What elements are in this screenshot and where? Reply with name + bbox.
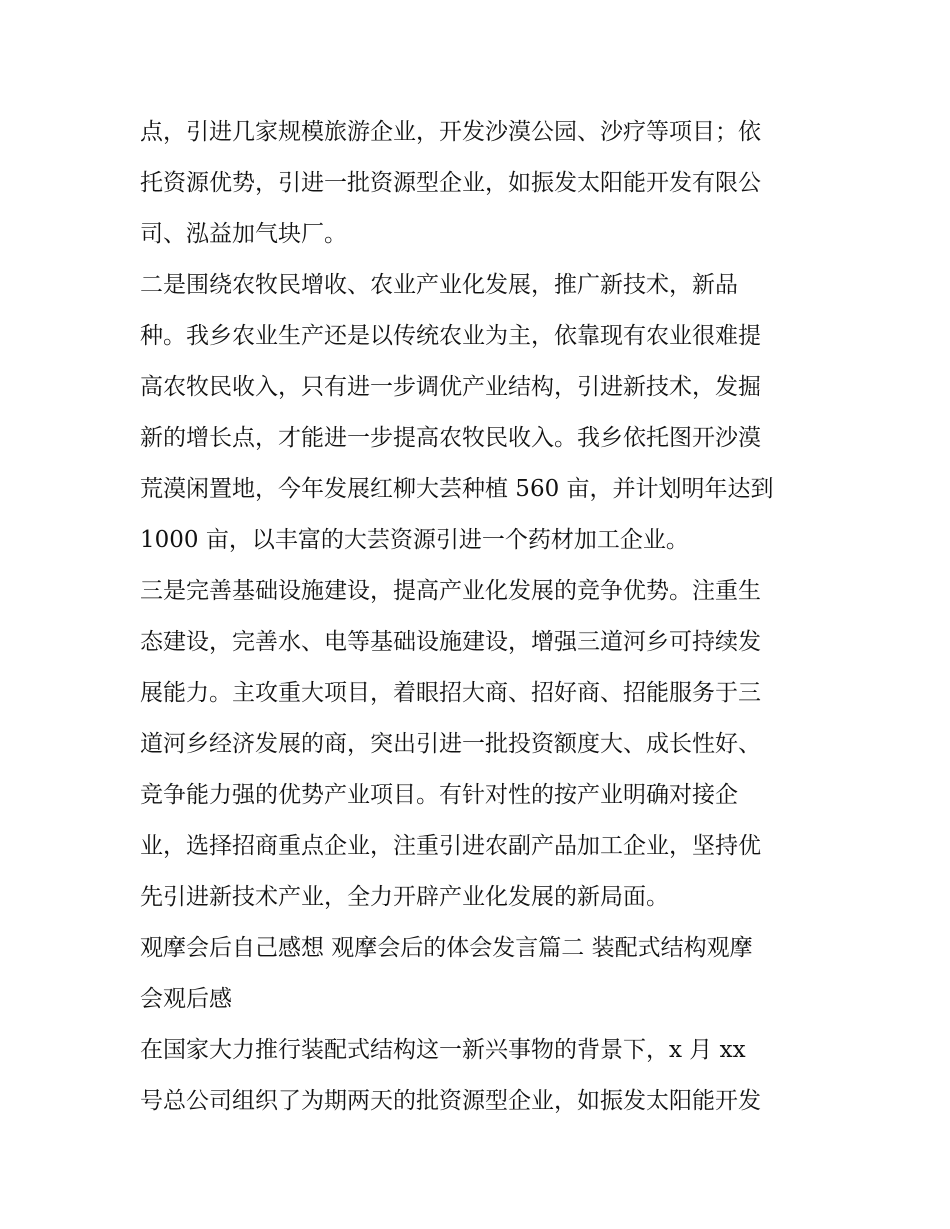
text-line: 三是完善基础设施建设，提高产业化发展的竞争优势。注重生 — [140, 578, 761, 604]
text-line: 托资源优势，引进一批资源型企业，如振发太阳能开发有限公 — [140, 170, 761, 196]
text-line: 道河乡经济发展的商，突出引进一批投资额度大、成长性好、 — [140, 731, 761, 757]
text-line: 司、泓益加气块厂。 — [140, 221, 347, 247]
section-heading-line: 会观后感 — [140, 986, 232, 1012]
text-line: 态建设，完善水、电等基础设施建设，增强三道河乡可持续发 — [140, 629, 761, 655]
text-line: 号总公司组织了为期两天的批资源型企业，如振发太阳能开发 — [140, 1088, 761, 1114]
text-line: 种。我乡农业生产还是以传统农业为主，依靠现有农业很难提 — [140, 323, 761, 349]
text-line: 先引进新技术产业，全力开辟产业化发展的新局面。 — [140, 884, 669, 910]
text-line: 展能力。主攻重大项目，着眼招大商、招好商、招能服务于三 — [140, 680, 761, 706]
text-line: 竞争能力强的优势产业项目。有针对性的按产业明确对接企 — [140, 782, 738, 808]
text-line: 业，选择招商重点企业，注重引进农副产品加工企业，坚持优 — [140, 833, 761, 859]
text-line: 高农牧民收入，只有进一步调优产业结构，引进新技术，发掘 — [140, 374, 761, 400]
body-text — [140, 107, 820, 1127]
text-line: 点，引进几家规模旅游企业，开发沙漠公园、沙疗等项目；依 — [140, 119, 761, 145]
section-heading-line: 观摩会后自己感想 观摩会后的体会发言篇二 装配式结构观摩 — [140, 935, 753, 961]
text-line: 1000 亩，以丰富的大芸资源引进一个药材加工企业。 — [140, 527, 689, 553]
text-line: 新的增长点，才能进一步提高农牧民收入。我乡依托图开沙漠 — [140, 425, 761, 451]
text-line: 二是围绕农牧民增收、农业产业化发展，推广新技术，新品 — [140, 272, 738, 298]
text-line: 荒漠闲置地，今年发展红柳大芸种植 560 亩，并计划明年达到 — [140, 476, 774, 502]
text-line: 在国家大力推行装配式结构这一新兴事物的背景下，x 月 xx — [140, 1037, 746, 1063]
